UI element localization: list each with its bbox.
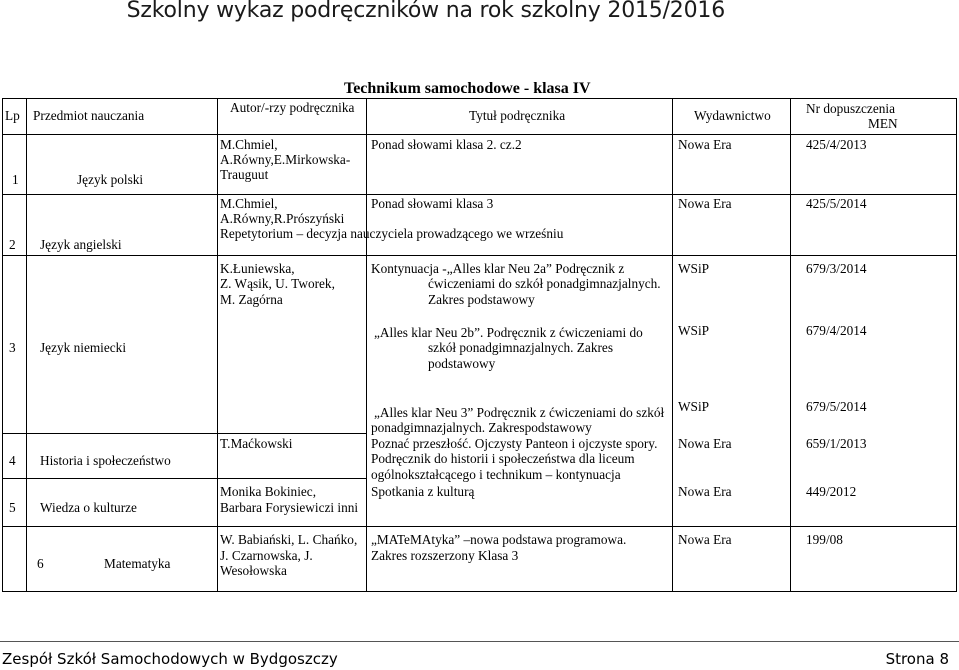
row-approval: 659/1/2013 — [806, 436, 867, 451]
row-author: Z. Wąsik, U. Tworek, — [220, 276, 335, 291]
footer-school: Zespół Szkół Samochodowych w Bydgoszczy — [2, 650, 338, 668]
footer-page-number: Strona 8 — [885, 650, 949, 668]
header-publisher: Wydawnictwo — [694, 108, 771, 123]
row-lp: 4 — [9, 453, 16, 468]
row-publisher: Nowa Era — [678, 484, 732, 499]
row-author: J. Czarnowska, J. — [220, 548, 313, 563]
row-publisher: WSiP — [678, 261, 710, 276]
row-title: Poznać przeszłość. Ojczysty Panteon i ojczyste spory. — [371, 436, 658, 451]
row-title: Podręcznik do historii i społeczeństwa dla liceum — [371, 451, 635, 466]
row-publisher: WSiP — [678, 323, 710, 338]
header-subject: Przedmiot nauczania — [33, 108, 145, 123]
row-note: Repetytorium – decyzja nauczyciela prowadzącego we wrześniu — [220, 226, 564, 241]
row-title: ogólnokształcącego i technikum – kontynuacja — [371, 467, 621, 482]
header-author: Autor/-rzy podręcznika — [230, 100, 355, 115]
header-approval-men: MEN — [868, 116, 898, 131]
grid-line — [217, 98, 218, 592]
row-title: „MATeMAtyka” –nowa podstawa programowa. — [371, 532, 627, 547]
row-title: Zakres rozszerzony Klasa 3 — [371, 548, 519, 563]
header-approval: Nr dopuszczenia — [806, 101, 895, 116]
row-lp: 2 — [9, 237, 16, 252]
row-author: M.Chmiel, — [220, 137, 278, 152]
row-title: Spotkania z kulturą — [371, 484, 475, 499]
grid-line — [366, 98, 367, 592]
row-lp: 6 — [37, 556, 44, 571]
row-approval: 679/4/2014 — [806, 323, 867, 338]
row-title: Ponad słowami klasa 3 — [371, 196, 494, 211]
header-lp: Lp — [5, 108, 20, 123]
table-title: Technikum samochodowe - klasa IV — [344, 80, 591, 97]
row-approval: 425/4/2013 — [806, 137, 867, 152]
grid-line — [26, 98, 27, 592]
row-publisher: Nowa Era — [678, 436, 732, 451]
grid-line — [2, 194, 957, 195]
row-subject: Język angielski — [40, 237, 122, 252]
row-approval: 449/2012 — [806, 484, 857, 499]
row-author: M. Zagórna — [220, 292, 283, 307]
row-lp: 3 — [9, 340, 16, 355]
row-publisher: Nowa Era — [678, 532, 732, 547]
row-author: A.Równy,E.Mirkowska- — [220, 152, 351, 167]
row-title: „Alles klar Neu 2b”. Podręcznik z ćwiczeniami do — [374, 325, 643, 340]
row-publisher: Nowa Era — [678, 137, 732, 152]
footer-divider — [0, 641, 959, 642]
row-title: „Alles klar Neu 3” Podręcznik z ćwiczeniami do szkół — [374, 405, 665, 420]
row-title: ponadgimnazjalnych. Zakrespodstawowy — [371, 420, 592, 435]
row-author: Trauguut — [220, 167, 269, 182]
row-publisher: Nowa Era — [678, 196, 732, 211]
row-approval: 425/5/2014 — [806, 196, 867, 211]
row-approval: 679/5/2014 — [806, 399, 867, 414]
row-title: podstawowy — [428, 356, 496, 371]
row-author: M.Chmiel, — [220, 196, 278, 211]
row-author: K.Łuniewska, — [220, 261, 295, 276]
row-author: Wesołowska — [220, 563, 287, 578]
row-title: ćwiczeniami do szkół ponadgimnazjalnych. — [428, 276, 661, 291]
grid-line — [790, 98, 791, 592]
row-subject: Wiedza o kulturze — [40, 500, 137, 515]
row-subject: Język polski — [77, 172, 144, 187]
row-author: W. Babiański, L. Chańko, — [220, 532, 358, 547]
row-publisher: WSiP — [678, 399, 710, 414]
row-subject: Historia i społeczeństwo — [40, 453, 171, 468]
grid-line — [672, 98, 673, 592]
row-lp: 5 — [9, 500, 16, 515]
row-author: T.Maćkowski — [220, 436, 293, 451]
grid-line — [2, 526, 957, 527]
grid-line — [2, 433, 367, 434]
row-title: Ponad słowami klasa 2. cz.2 — [371, 137, 522, 152]
row-author: A.Równy,R.Prószyński — [220, 211, 345, 226]
row-title: Kontynuacja -„Alles klar Neu 2a” Podręcznik z — [371, 261, 625, 276]
row-subject: Język niemiecki — [40, 340, 127, 355]
row-lp: 1 — [12, 172, 19, 187]
row-title: Zakres podstawowy — [428, 292, 535, 307]
row-approval: 199/08 — [806, 532, 843, 547]
grid-line — [2, 134, 957, 135]
row-approval: 679/3/2014 — [806, 261, 867, 276]
grid-line — [2, 478, 367, 479]
row-author: Barbara Forysiewiczi inni — [220, 500, 359, 515]
header-title: Tytuł podręcznika — [469, 108, 566, 123]
row-title: szkół ponadgimnazjalnych. Zakres — [428, 340, 613, 355]
row-author: Monika Bokiniec, — [220, 484, 317, 499]
grid-line — [2, 255, 957, 256]
row-subject: Matematyka — [104, 556, 171, 571]
